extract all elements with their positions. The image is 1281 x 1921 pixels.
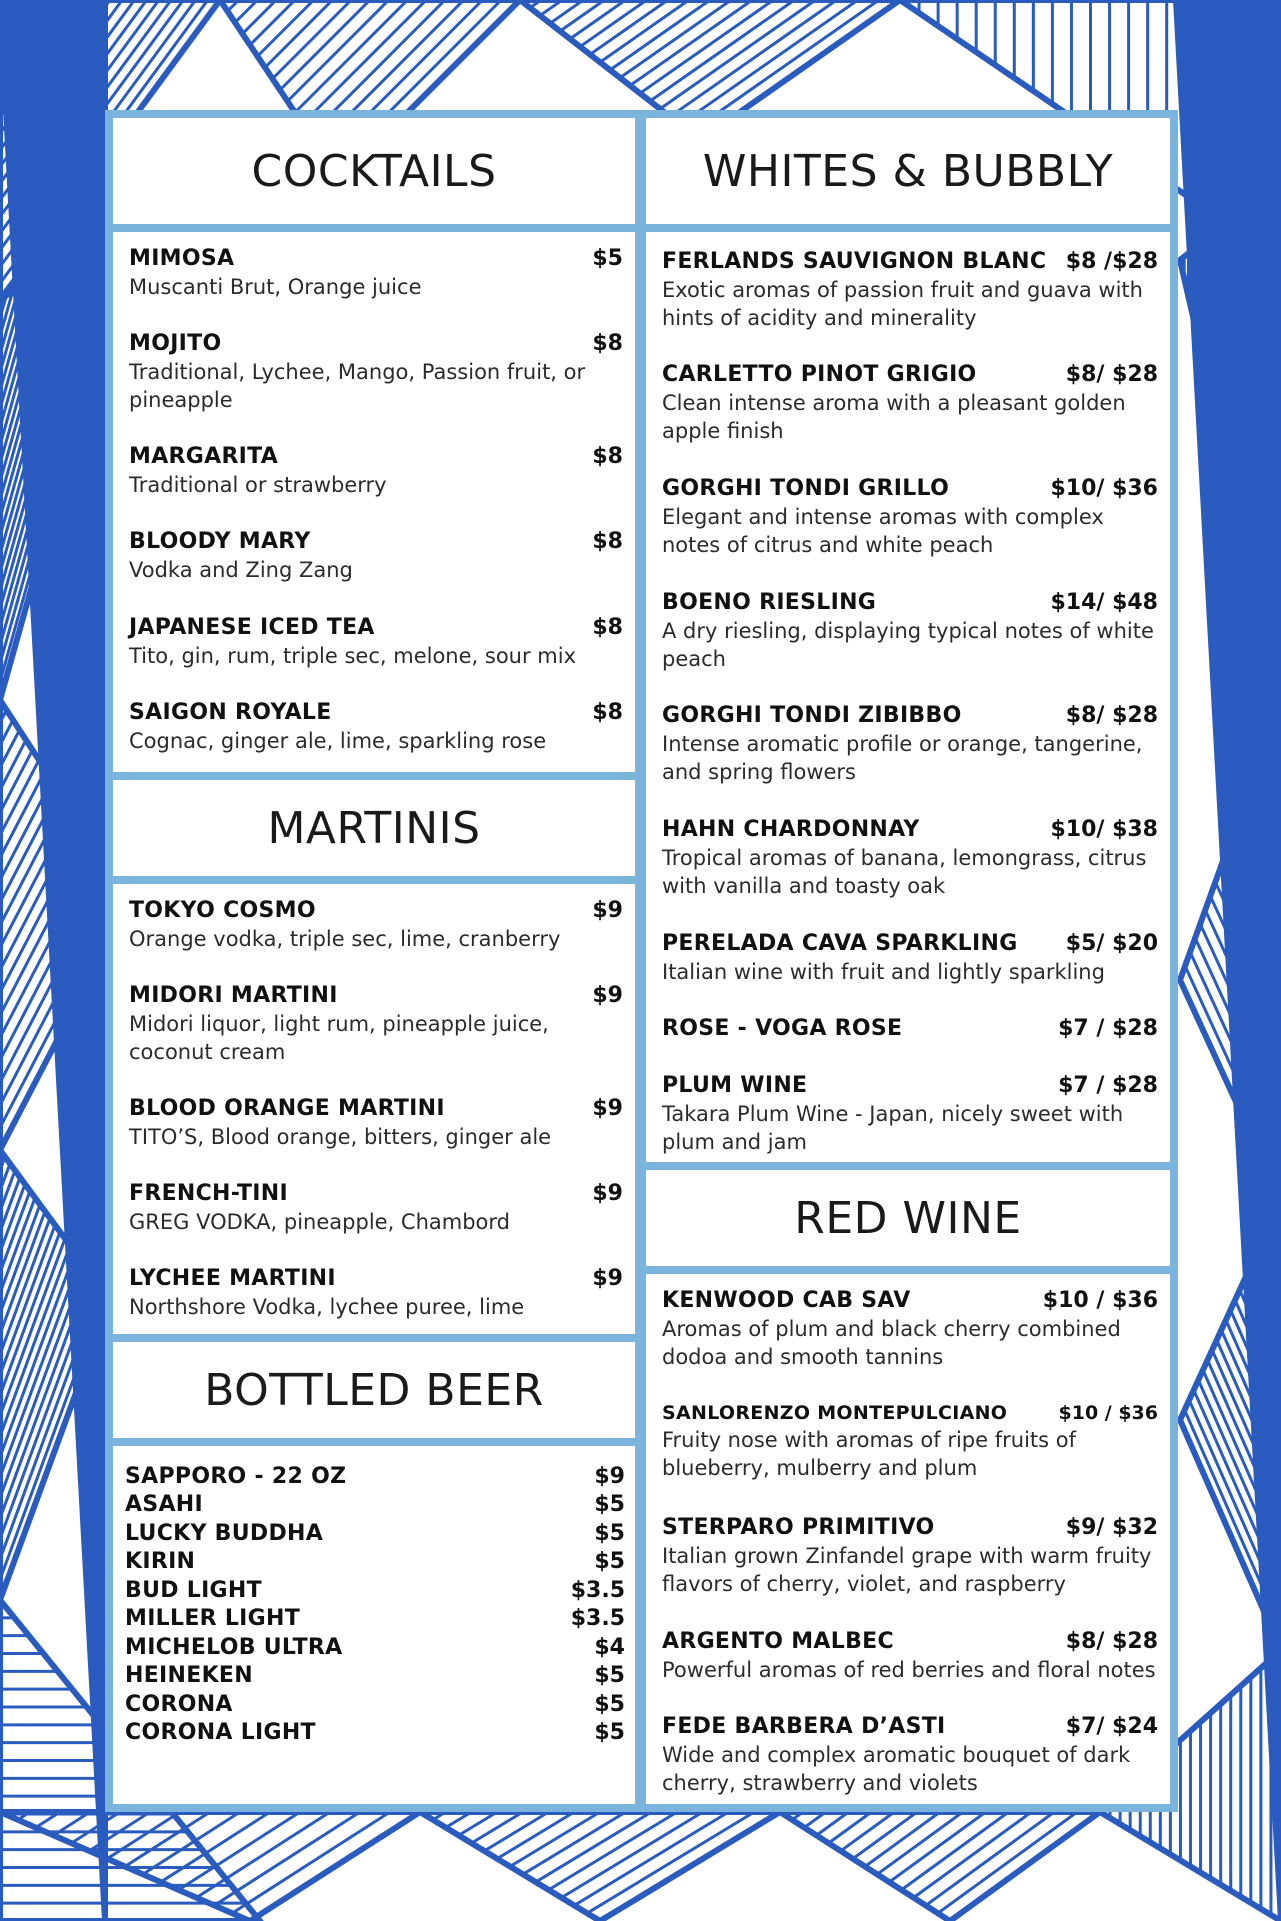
menu-item: MIDORI MARTINI $9 Midori liquor, light rum, pineapple juice, coconut cream [129, 983, 623, 1064]
menu-item: ARGENTO MALBEC $8/ $28 Powerful aromas of red berries and floral notes [662, 1629, 1158, 1682]
menu-item: MARGARITA $8 Traditional or strawberry [129, 444, 623, 497]
list-item: BUD LIGHT $3.5 [125, 1577, 625, 1603]
red-wine-heading: RED WINE [646, 1162, 1170, 1274]
list-item: CORONA LIGHT $5 [125, 1720, 625, 1746]
menu-item: FRENCH-TINI $9 GREG VODKA, pineapple, Chambord [129, 1181, 623, 1234]
menu-item: ROSE - VOGA ROSE $7 / $28 [662, 1016, 1158, 1041]
menu-item: PERELADA CAVA SPARKLING $5/ $20 Italian wine with fruit and lightly sparkling [662, 931, 1158, 984]
menu-item: BLOOD ORANGE MARTINI $9 TITO’S, Blood orange, bitters, ginger ale [129, 1096, 623, 1149]
bottled-beer-heading: BOTTLED BEER [113, 1334, 635, 1446]
menu-item: STERPARO PRIMITIVO $9/ $32 Italian grown Zinfandel grape with warm fruity flavors of cherry, violet, and raspberry [662, 1515, 1158, 1596]
menu-item: FERLANDS SAUVIGNON BLANC $8 /$28 Exotic aromas of passion fruit and guava with hints of acidity and minerality [662, 249, 1158, 330]
menu-item: MOJITO $8 Traditional, Lychee, Mango, Passion fruit, or pineapple [129, 331, 623, 412]
martinis-heading: MARTINIS [113, 772, 635, 884]
list-item: SAPPORO - 22 OZ $9 [125, 1463, 625, 1489]
menu-item: LYCHEE MARTINI $9 Northshore Vodka, lychee puree, lime [129, 1266, 623, 1319]
menu-item: GORGHI TONDI GRILLO $10/ $36 Elegant and intense aromas with complex notes of citrus and white peach [662, 476, 1158, 557]
list-item: HEINEKEN $5 [125, 1663, 625, 1689]
menu-item: SANLORENZO MONTEPULCIANO $10 / $36 Fruity nose with aromas of ripe fruits of blueberry, mulberry and plum [662, 1402, 1158, 1480]
menu-item: BLOODY MARY $8 Vodka and Zing Zang [129, 529, 623, 582]
menu-item: MIMOSA $5 Muscanti Brut, Orange juice [129, 246, 623, 299]
list-item: LUCKY BUDDHA $5 [125, 1520, 625, 1546]
menu-item: BOENO RIESLING $14/ $48 A dry riesling, displaying typical notes of white peach [662, 590, 1158, 671]
left-menu-panel [105, 110, 643, 1812]
whites-bubbly-heading: WHITES & BUBBLY [646, 118, 1170, 232]
right-menu-panel [638, 110, 1178, 1812]
list-item: MICHELOB ULTRA $4 [125, 1634, 625, 1660]
menu-item: PLUM WINE $7 / $28 Takara Plum Wine - Japan, nicely sweet with plum and jam [662, 1073, 1158, 1154]
menu-item: JAPANESE ICED TEA $8 Tito, gin, rum, triple sec, melone, sour mix [129, 615, 623, 668]
list-item: ASAHI $5 [125, 1492, 625, 1518]
list-item: CORONA $5 [125, 1691, 625, 1717]
menu-item: KENWOOD CAB SAV $10 / $36 Aromas of plum and black cherry combined dodoa and smooth tannins [662, 1288, 1158, 1369]
menu-item: TOKYO COSMO $9 Orange vodka, triple sec, lime, cranberry [129, 898, 623, 951]
list-item: MILLER LIGHT $3.5 [125, 1606, 625, 1632]
menu-item: HAHN CHARDONNAY $10/ $38 Tropical aromas of banana, lemongrass, citrus with vanilla and toasty oak [662, 817, 1158, 898]
list-item: KIRIN $5 [125, 1549, 625, 1575]
menu-item: FEDE BARBERA D’ASTI $7/ $24 Wide and complex aromatic bouquet of dark cherry, strawberry and violets [662, 1714, 1158, 1795]
menu-item: GORGHI TONDI ZIBIBBO $8/ $28 Intense aromatic profile or orange, tangerine, and spring flowers [662, 703, 1158, 784]
menu-item: CARLETTO PINOT GRIGIO $8/ $28 Clean intense aroma with a pleasant golden apple finish [662, 362, 1158, 443]
beer-list [125, 1462, 625, 1747]
menu-item: SAIGON ROYALE $8 Cognac, ginger ale, lime, sparkling rose [129, 700, 623, 753]
cocktails-heading: COCKTAILS [113, 118, 635, 232]
